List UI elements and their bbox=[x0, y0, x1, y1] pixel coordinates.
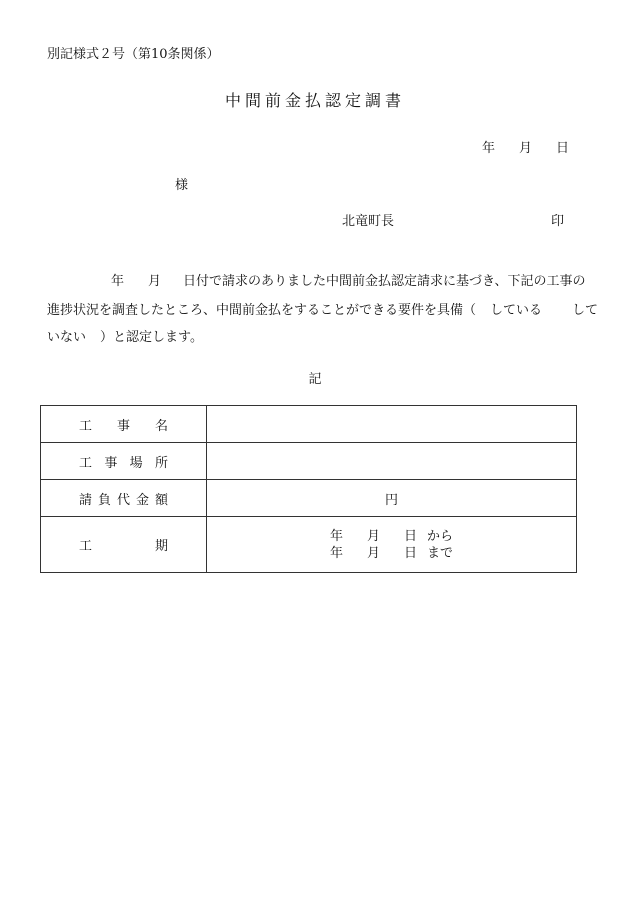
option-no-start: して bbox=[572, 303, 599, 318]
value-construction-period bbox=[207, 517, 577, 573]
body-line3-text: ）と認定します。 bbox=[100, 330, 203, 345]
label-project-location bbox=[41, 443, 207, 480]
label-project-name bbox=[41, 406, 207, 443]
label-char: 工 bbox=[79, 455, 93, 471]
body-year: 年 bbox=[111, 274, 125, 289]
period-end-month: 月 bbox=[366, 545, 380, 561]
date-year: 年 bbox=[482, 141, 496, 156]
period-start bbox=[207, 528, 576, 545]
yen-unit: 円 bbox=[384, 492, 398, 508]
label-char: 事 bbox=[116, 418, 130, 434]
period-start-suffix: から bbox=[427, 528, 454, 544]
table-row-project-location bbox=[41, 443, 577, 480]
period-start-day: 日 bbox=[404, 528, 418, 544]
value-contract-amount bbox=[207, 480, 577, 517]
value-project-name bbox=[207, 406, 577, 443]
label-char: 所 bbox=[154, 455, 168, 471]
label-char: 事 bbox=[104, 455, 118, 471]
period-start-month: 月 bbox=[366, 528, 380, 544]
date-day: 日 bbox=[556, 141, 570, 156]
ki-heading: 記 bbox=[308, 372, 322, 387]
option-no-end: いない bbox=[47, 330, 87, 345]
label-char: 工 bbox=[79, 418, 93, 434]
body-line1-text: 日付で請求のありました中間前金払認定請求に基づき、下記の工事の bbox=[183, 274, 586, 289]
sender-name: 北竜町長 bbox=[342, 214, 395, 229]
body-month: 月 bbox=[148, 274, 162, 289]
period-start-year: 年 bbox=[329, 528, 343, 544]
label-contract-amount bbox=[41, 480, 207, 517]
label-char: 負 bbox=[97, 492, 111, 508]
date-month: 月 bbox=[519, 141, 533, 156]
date-line bbox=[482, 141, 569, 157]
table-row-project-name bbox=[41, 406, 577, 443]
table-row-contract-amount bbox=[41, 480, 577, 517]
label-char: 場 bbox=[129, 455, 143, 471]
detail-table bbox=[40, 405, 577, 573]
value-project-location bbox=[207, 443, 577, 480]
form-number: 別記様式２号（第10条関係） bbox=[47, 47, 220, 62]
body-line-2 bbox=[47, 303, 598, 319]
table-row-construction-period bbox=[41, 517, 577, 573]
document-title: 中間前金払認定調書 bbox=[224, 91, 405, 110]
seal-mark: 印 bbox=[551, 214, 565, 229]
addressee-suffix: 様 bbox=[175, 178, 189, 193]
period-end-suffix: まで bbox=[427, 545, 454, 561]
label-char: 名 bbox=[154, 418, 168, 434]
label-char: 工 bbox=[79, 539, 93, 554]
period-end-day: 日 bbox=[404, 545, 418, 561]
label-char: 請 bbox=[79, 492, 93, 508]
period-end-year: 年 bbox=[329, 545, 343, 561]
body-line-1 bbox=[47, 274, 586, 290]
option-yes: している bbox=[490, 303, 543, 318]
label-char: 額 bbox=[154, 492, 168, 508]
label-char: 金 bbox=[135, 492, 149, 508]
period-end bbox=[207, 545, 576, 562]
body-line2-text: 進捗状況を調査したところ、中間前金払をすることができる要件を具備（ bbox=[47, 303, 477, 318]
body-line-3 bbox=[47, 330, 203, 346]
label-char: 代 bbox=[116, 492, 130, 508]
label-char: 期 bbox=[154, 539, 168, 554]
label-construction-period bbox=[41, 517, 207, 573]
